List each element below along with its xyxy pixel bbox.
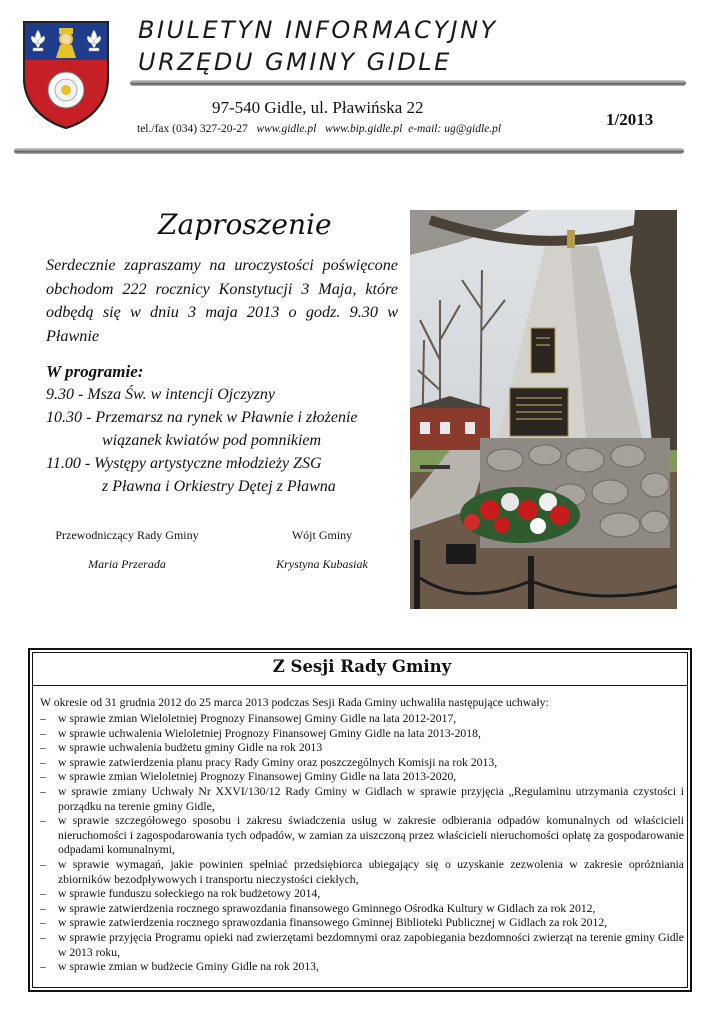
header-divider: [130, 80, 686, 86]
dash-bullet: –: [40, 726, 46, 740]
program-item-continuation: wiązanek kwiatów pod pomnikiem: [102, 432, 322, 449]
council-chair-role: Przewodniczący Rady Gminy: [55, 528, 199, 542]
dash-bullet: –: [40, 857, 46, 871]
list-item: [40, 902, 684, 917]
resolution-text: w sprawie zatwierdzenia rocznego sprawozdania finansowego Gminnego Ośrodka Kultury w Gidlach za rok 2012,: [58, 901, 596, 915]
bulletin-title-line1: BIULETYN INFORMACYJNY: [138, 16, 498, 44]
resolution-text: w sprawie zmiany Uchwały Nr XXVI/130/12 Rady Gminy w Gidlach w sprawie przyjęcia „Regulaminu utrzymania czystości i porządku na terenie gminy Gidle,: [58, 784, 684, 813]
list-item: [40, 960, 684, 975]
list-item: [40, 727, 684, 742]
list-item: [40, 858, 684, 887]
dash-bullet: –: [40, 916, 46, 930]
list-item: [40, 931, 684, 960]
list-item: [40, 785, 684, 814]
invitation-title: Zaproszenie: [158, 208, 332, 241]
dash-bullet: –: [40, 755, 46, 769]
resolution-text: w sprawie przyjęcia Programu opieki nad zwierzętami bezdomnymi oraz zapobiegania bezdomności zwierząt na terenie gminy Gidle w 2013 roku,: [58, 930, 684, 959]
resolution-text: w sprawie zatwierdzenia planu pracy Rady Gminy oraz poszczególnych Komisji na rok 2013,: [58, 755, 498, 769]
list-item: [40, 712, 684, 727]
session-title: Z Sesji Rady Gminy: [272, 657, 452, 676]
program-item: 9.30 - Msza Św. w intencji Ojczyzny: [46, 386, 276, 403]
dash-bullet: –: [40, 712, 46, 725]
phone: tel./fax (034) 327-20-27: [137, 123, 248, 135]
dash-bullet: –: [40, 770, 46, 784]
email-link[interactable]: e-mail: ug@gidle.pl: [408, 123, 502, 135]
monument-photo: [410, 210, 677, 609]
issue-number: 1/2013: [606, 110, 654, 129]
coat-of-arms-icon: [20, 18, 112, 132]
dash-bullet: –: [40, 901, 46, 915]
resolution-text: w sprawie uchwalenia Wieloletniej Prognozy Finansowej Gminy Gidle na lata 2013-2018,: [58, 726, 481, 740]
program-item: 10.30 - Przemarsz na rynek w Pławnie i złożenie: [46, 409, 358, 426]
website-link[interactable]: www.gidle.pl: [256, 123, 317, 135]
program-heading: W programie:: [46, 362, 144, 381]
list-item: [40, 916, 684, 931]
list-item: [40, 756, 684, 771]
header-bottom-divider: [14, 148, 684, 154]
program-item: 11.00 - Występy artystyczne młodzieży ZSG: [46, 455, 322, 472]
list-item: [40, 741, 684, 756]
dash-bullet: –: [40, 814, 46, 828]
list-item: [40, 770, 684, 785]
dash-bullet: –: [40, 741, 46, 755]
resolution-text: w sprawie uchwalenia budżetu gminy Gidle na rok 2013: [58, 741, 323, 755]
resolution-text: w sprawie zmian Wieloletniej Prognozy Finansowej Gminy Gidle na lata 2012-2017,: [58, 712, 457, 725]
resolution-text: w sprawie szczegółowego sposobu i zakresu świadczenia usług w zakresie odbierania odpadów komunalnych od właścicieli nieruchomości i zagospodarowania tych odpadów, w zamian za uiszczoną przez właścicieli nieruchomości opłatę za gospodarowanie odpadami komunalnymi,: [58, 814, 684, 857]
bulletin-title-line2: URZĘDU GMINY GIDLE: [138, 48, 452, 76]
resolution-text: w sprawie wymagań, jakie powinien spełniać przedsiębiorca ubiegający się o uzyskanie zezwolenia w zakresie opróżniania zbiorników bezodpływowych i transportu nieczystości ciekłych,: [58, 857, 684, 886]
dash-bullet: –: [40, 887, 46, 901]
address: 97-540 Gidle, ul. Pławińska 22: [212, 98, 424, 117]
list-item: [40, 887, 684, 902]
session-title-divider: [32, 685, 688, 686]
resolutions-list: [40, 712, 684, 975]
dash-bullet: –: [40, 784, 46, 798]
mayor-role: Wójt Gminy: [291, 528, 353, 542]
invitation-text: Serdecznie zapraszamy na uroczystości poświęcone obchodom 222 rocznicy Konstytucji 3 Maja, które odbędą się w dniu 3 maja 2013 o godz. 9.30 w Pławnie: [46, 256, 398, 345]
list-item: [40, 814, 684, 858]
council-chair-name: Maria Przerada: [88, 557, 166, 571]
dash-bullet: –: [40, 930, 46, 944]
dash-bullet: –: [40, 960, 46, 974]
resolution-text: w sprawie zmian w budżecie Gminy Gidle na rok 2013,: [58, 960, 319, 974]
session-intro: W okresie od 31 grudnia 2012 do 25 marca 2013 podczas Sesji Rada Gminy uchwaliła następujące uchwały:: [40, 696, 549, 709]
resolution-text: w sprawie funduszu sołeckiego na rok budżetowy 2014,: [58, 887, 321, 901]
mayor-name: Krystyna Kubasiak: [276, 557, 368, 571]
bip-website-link[interactable]: www.bip.gidle.pl: [324, 123, 403, 135]
contact-line: [137, 123, 501, 135]
program-item-continuation: z Pławna i Orkiestry Dętej z Pławna: [102, 478, 336, 495]
resolution-text: w sprawie zatwierdzenia rocznego sprawozdania finansowego Gminnej Biblioteki Publicznej w Gidlach za rok 2012,: [58, 916, 608, 930]
resolution-text: w sprawie zmian Wieloletniej Prognozy Finansowej Gminy Gidle na lata 2013-2020,: [58, 770, 457, 784]
